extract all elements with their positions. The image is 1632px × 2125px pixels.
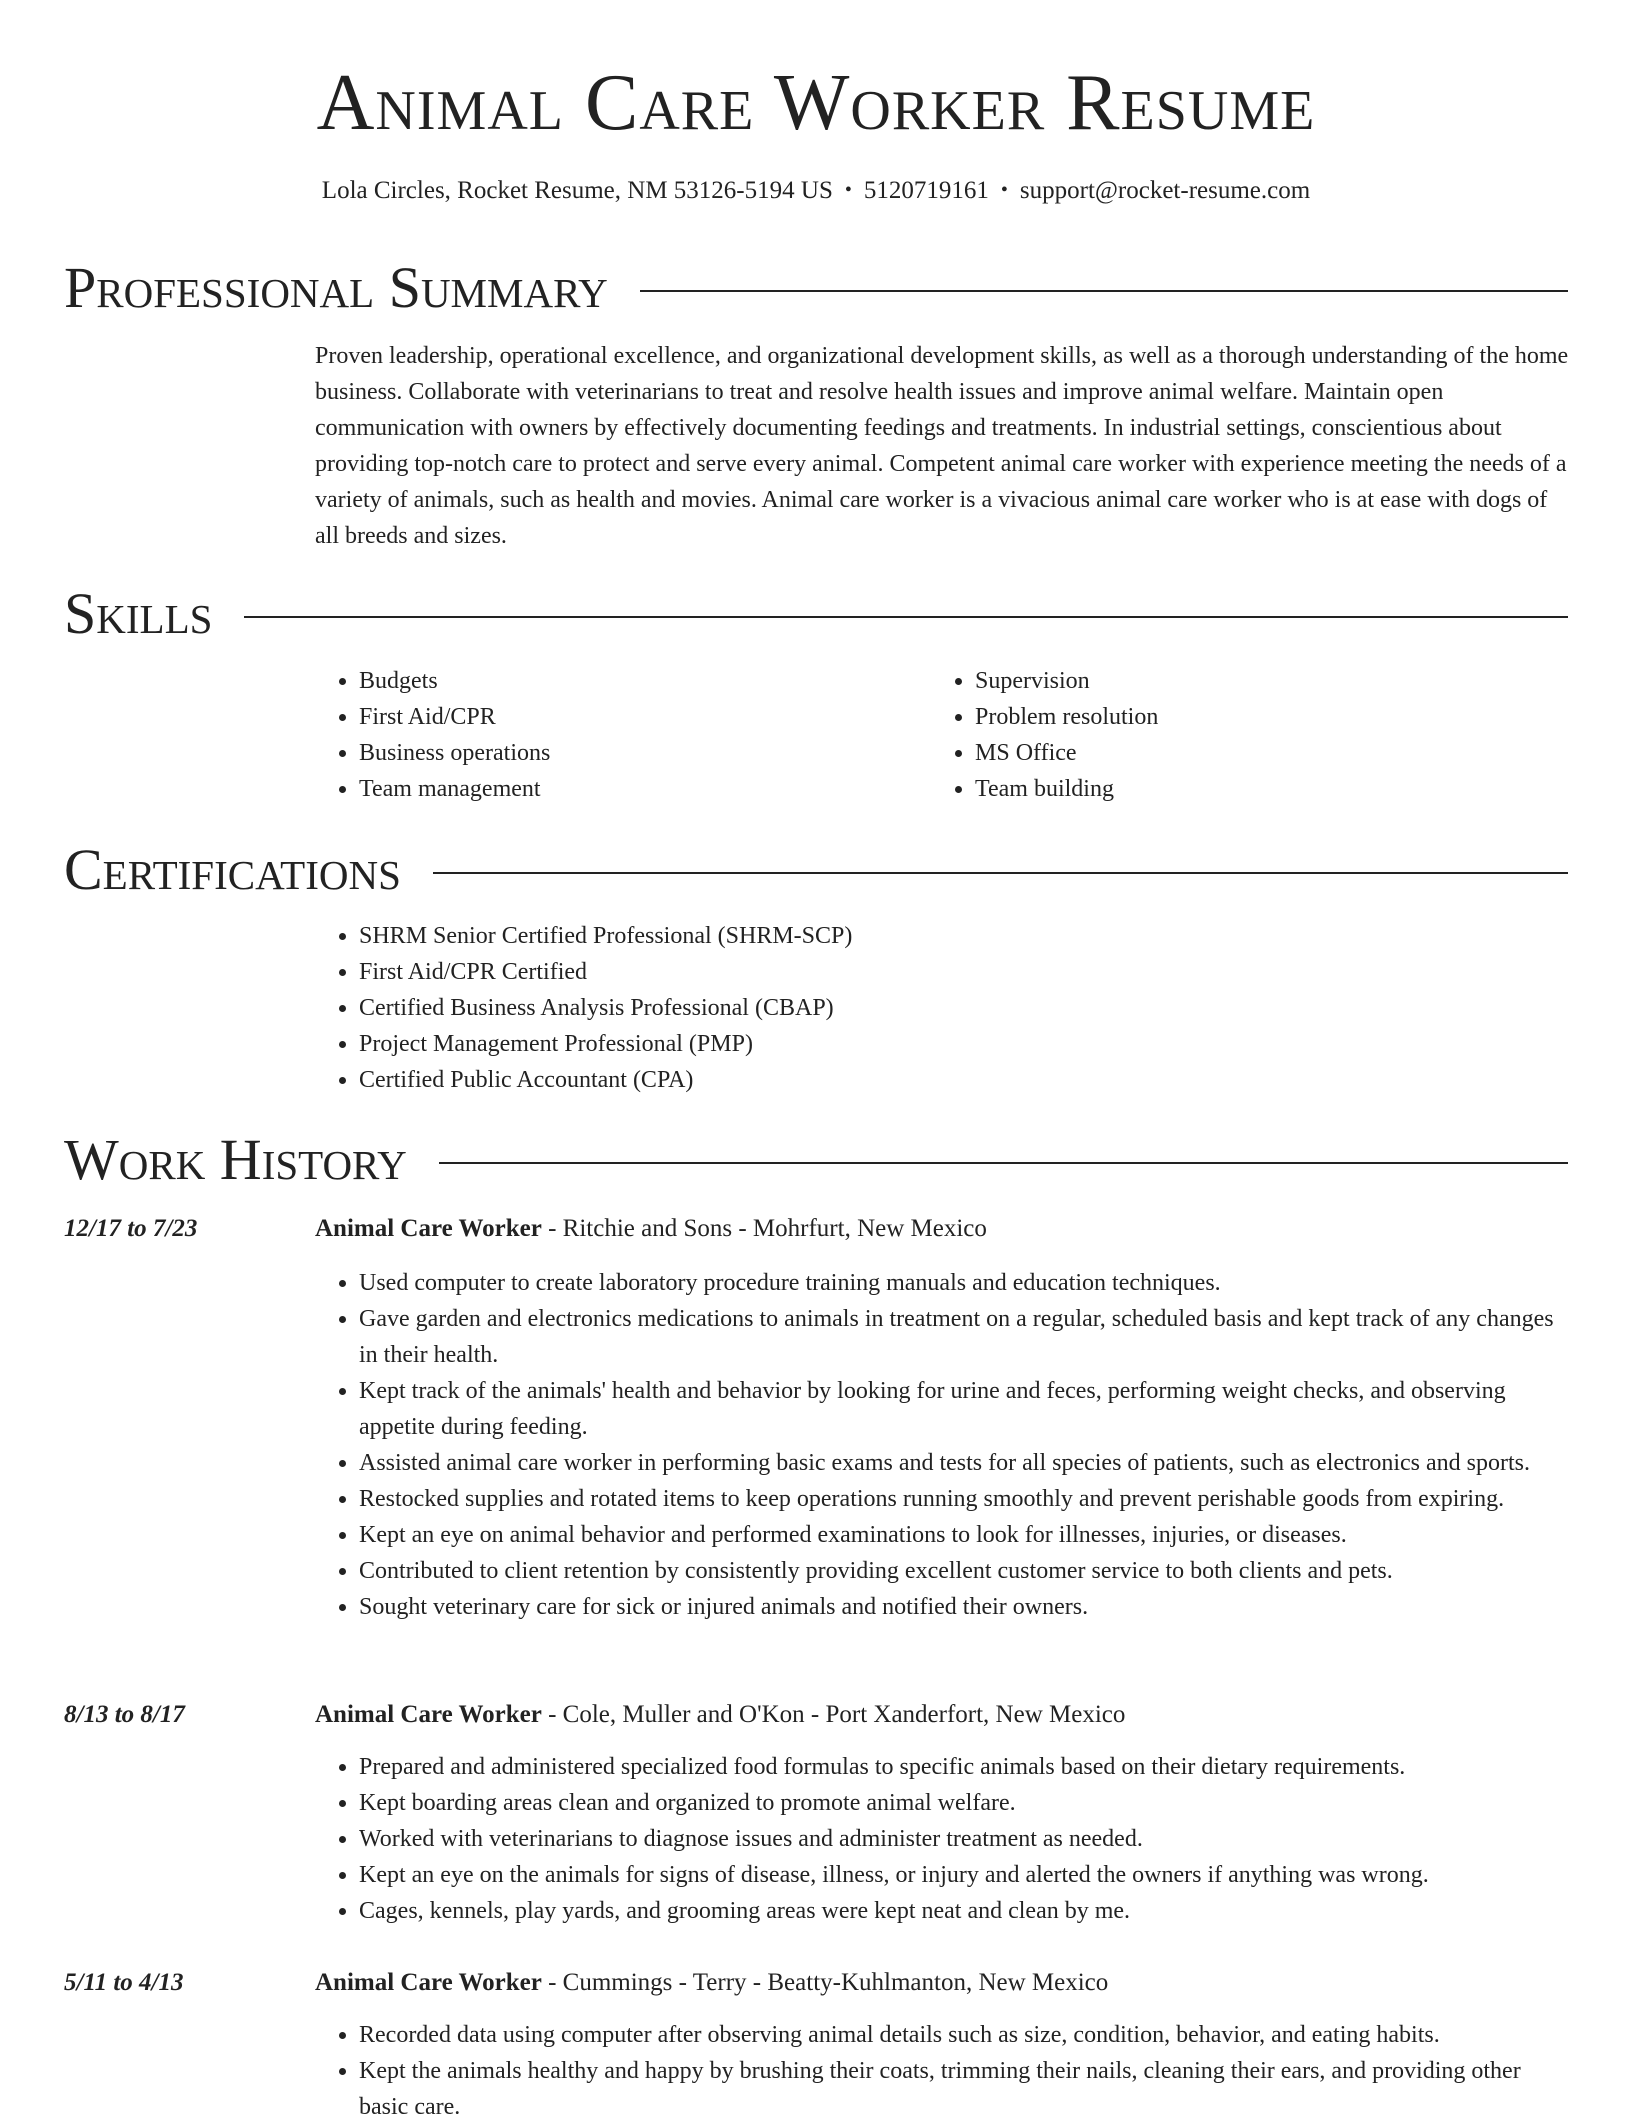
job-role: Animal Care Worker — [315, 1215, 542, 1242]
job-employer: - Cole, Muller and O'Kon - Port Xanderfort, New Mexico — [541, 1701, 1126, 1728]
skill-item: • Supervision — [975, 663, 1531, 699]
section-title: Certifications — [64, 837, 401, 902]
section-divider — [640, 290, 1568, 292]
job-role: Animal Care Worker — [315, 1969, 542, 1996]
job-bullet: • Restocked supplies and rotated items to keep operations running smoothly and prevent perishable goods from expiring. — [359, 1481, 1568, 1517]
skill-item: • Problem resolution — [975, 699, 1531, 735]
resume-title: Animal Care Worker Resume — [316, 59, 1316, 147]
certification-item: • SHRM Senior Certified Professional (SHRM-SCP) — [359, 918, 1515, 954]
job-heading — [315, 1211, 987, 1247]
skills-column-right — [931, 663, 1531, 807]
job-employer: - Cummings - Terry - Beatty-Kuhlmanton, New Mexico — [541, 1969, 1109, 1996]
job-bullet: • Used computer to create laboratory procedure training manuals and education techniques. — [359, 1265, 1568, 1301]
job-bullet: • Assisted animal care worker in performing basic exams and tests for all species of patients, such as electronics and sports. — [359, 1445, 1568, 1481]
certification-item: • Certified Public Accountant (CPA) — [359, 1062, 1515, 1098]
job-heading — [315, 1965, 1108, 2001]
job-employer: - Ritchie and Sons - Mohrfurt, New Mexico — [541, 1215, 987, 1242]
certification-item: • Certified Business Analysis Professional (CBAP) — [359, 990, 1515, 1026]
email: support@rocket-resume.com — [1019, 177, 1311, 204]
skill-item: • Budgets — [359, 663, 915, 699]
contact-line — [0, 174, 1632, 209]
certifications-list — [315, 918, 1515, 1098]
job-bullet: • Kept an eye on the animals for signs of disease, illness, or injury and alerted the owners if anything was wrong. — [359, 1857, 1568, 1893]
job-bullets — [315, 1265, 1568, 1625]
job-dates: 5/11 to 4/13 — [64, 1969, 184, 1996]
job-bullets — [315, 2017, 1568, 2125]
job-heading — [315, 1697, 1125, 1733]
job-bullet: • Cages, kennels, play yards, and grooming areas were kept neat and clean by me. — [359, 1893, 1568, 1929]
section-divider — [439, 1162, 1568, 1164]
job-bullets — [315, 1749, 1568, 1929]
job-bullet: • Kept an eye on animal behavior and performed examinations to look for illnesses, injuries, or diseases. — [359, 1517, 1568, 1553]
job-bullet: • Recorded data using computer after observing animal details such as size, condition, behavior, and eating habits. — [359, 2017, 1568, 2053]
job-bullet: • Contributed to client retention by consistently providing excellent customer service to both clients and pets. — [359, 1553, 1568, 1589]
skill-item: • First Aid/CPR — [359, 699, 915, 735]
section-divider — [244, 616, 1568, 618]
skill-item: • Team management — [359, 771, 915, 807]
address: Lola Circles, Rocket Resume, NM 53126-5194 US — [321, 177, 833, 204]
section-title: Work History — [64, 1127, 407, 1192]
job-dates: 12/17 to 7/23 — [64, 1215, 198, 1242]
section-title: Professional Summary — [64, 255, 608, 320]
certification-item: • First Aid/CPR Certified — [359, 954, 1515, 990]
job-bullet: • Kept the animals healthy and happy by brushing their coats, trimming their nails, cleaning their ears, and providing other basic care. — [359, 2053, 1568, 2125]
separator-dot: • — [1000, 179, 1008, 201]
section-header-skills — [64, 582, 1568, 646]
section-divider — [433, 872, 1568, 874]
job-bullet: • Kept boarding areas clean and organized to promote animal welfare. — [359, 1785, 1568, 1821]
skill-item: • Business operations — [359, 735, 915, 771]
job-dates: 8/13 to 8/17 — [64, 1701, 185, 1728]
section-header-summary — [64, 256, 1568, 320]
job-bullet: • Worked with veterinarians to diagnose issues and administer treatment as needed. — [359, 1821, 1568, 1857]
job-bullet: • Kept track of the animals' health and behavior by looking for urine and feces, performing weight checks, and observing appetite during feeding. — [359, 1373, 1568, 1445]
skill-item: • Team building — [975, 771, 1531, 807]
phone: 5120719161 — [863, 177, 989, 204]
section-header-certifications — [64, 838, 1568, 902]
skills-column-left — [315, 663, 915, 807]
job-bullet: • Sought veterinary care for sick or injured animals and notified their owners. — [359, 1589, 1568, 1625]
section-header-work-history — [64, 1128, 1568, 1192]
certification-item: • Project Management Professional (PMP) — [359, 1026, 1515, 1062]
job-role: Animal Care Worker — [315, 1701, 542, 1728]
summary-text: Proven leadership, operational excellence, and organizational development skills, as well as a thorough understanding of the home business. Collaborate with veterinarians to treat and resolve health issues and improve animal welfare. Maintain open communication with owners by effectively documenting feedings and treatments. In industrial settings, conscientious about providing top-notch care to protect and serve every animal. Competent animal care worker with experience meeting the needs of a variety of animals, such as health and movies. Animal care worker is a vivacious animal care worker who is at ease with dogs of all breeds and sizes. — [315, 343, 1569, 549]
job-bullet: • Gave garden and electronics medications to animals in treatment on a regular, scheduled basis and kept track of any changes in their health. — [359, 1301, 1568, 1373]
job-bullet: • Prepared and administered specialized food formulas to specific animals based on their dietary requirements. — [359, 1749, 1568, 1785]
section-title: Skills — [64, 581, 213, 646]
separator-dot: • — [844, 179, 852, 201]
skill-item: • MS Office — [975, 735, 1531, 771]
